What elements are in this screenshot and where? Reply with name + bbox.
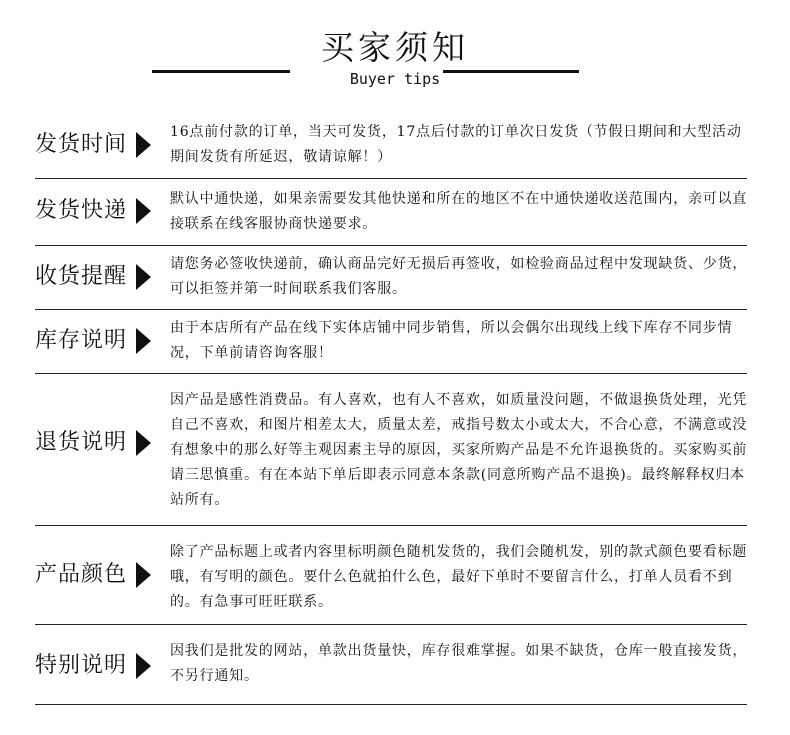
section-courier [35, 179, 747, 246]
arrow-icon [136, 653, 151, 679]
section-special-note [35, 625, 747, 705]
section-text: 因我们是批发的网站，单款出货量快，库存很难掌握。如果不缺货，仓库一般直接发货，不另行通知。 [170, 643, 748, 684]
section-receipt-reminder [35, 246, 747, 310]
section-text: 因产品是感性消费品。有人喜欢，也有人不喜欢，如质量没问题，不做退换货处理，光凭自己不喜欢，和图片相差太大，质量太差，戒指号数太小或太大，不合心意，不满意或没有想象中的那么好等主观因素主导的原因，买家所购产品是不允许退换货的。买家购买前请三思慎重。有在本站下单后即表示同意本条款(同意所购产品不退换)。最终解释权归本站所有。 [170, 392, 748, 508]
arrow-icon [136, 132, 151, 158]
section-return-policy [35, 374, 747, 526]
section-text: 默认中通快递，如果亲需要发其他快递和所在的地区不在中通快递收送范围内，亲可以直接联系在线客服协商快递要求。 [170, 191, 748, 232]
section-text: 除了产品标题上或者内容里标明颜色随机发货的，我们会随机发，别的款式颜色要看标题哦，有写明的颜色。要什么色就拍什么色，最好下单时不要留言什么，打单人员看不到的。有急事可旺旺联系。 [170, 544, 748, 610]
section-text: 16点前付款的订单，当天可发货，17点后付款的订单次日发货（节假日期间和大型活动期间发货有所延迟，敬请谅解！） [170, 124, 742, 165]
section-stock-note [35, 310, 747, 374]
section-text: 请您务必签收快递前，确认商品完好无损后再签收，如检验商品过程中发现缺货、少货，可以拒签并第一时间联系我们客服。 [170, 256, 748, 297]
divider [35, 704, 747, 705]
arrow-icon [136, 198, 151, 224]
arrow-icon [136, 264, 151, 290]
section-label: 特别说明 [35, 653, 128, 678]
section-label: 收货提醒 [35, 264, 128, 289]
section-text: 由于本店所有产品在线下实体店铺中同步销售，所以会偶尔出现线上线下库存不同步情况，下单前请咨询客服！ [170, 320, 733, 361]
arrow-icon [136, 562, 151, 588]
section-shipping-time [35, 110, 747, 179]
arrow-icon [136, 328, 151, 354]
page-title: 买家须知 [321, 28, 469, 67]
section-label: 退货说明 [35, 430, 128, 455]
section-label: 发货时间 [35, 132, 128, 157]
section-product-color [35, 526, 747, 625]
section-label: 库存说明 [35, 328, 128, 353]
buyer-tips-header [0, 0, 790, 110]
section-label: 发货快递 [35, 198, 128, 223]
page-subtitle: Buyer tips [349, 70, 441, 88]
arrow-icon [136, 430, 151, 456]
section-label: 产品颜色 [35, 562, 128, 587]
